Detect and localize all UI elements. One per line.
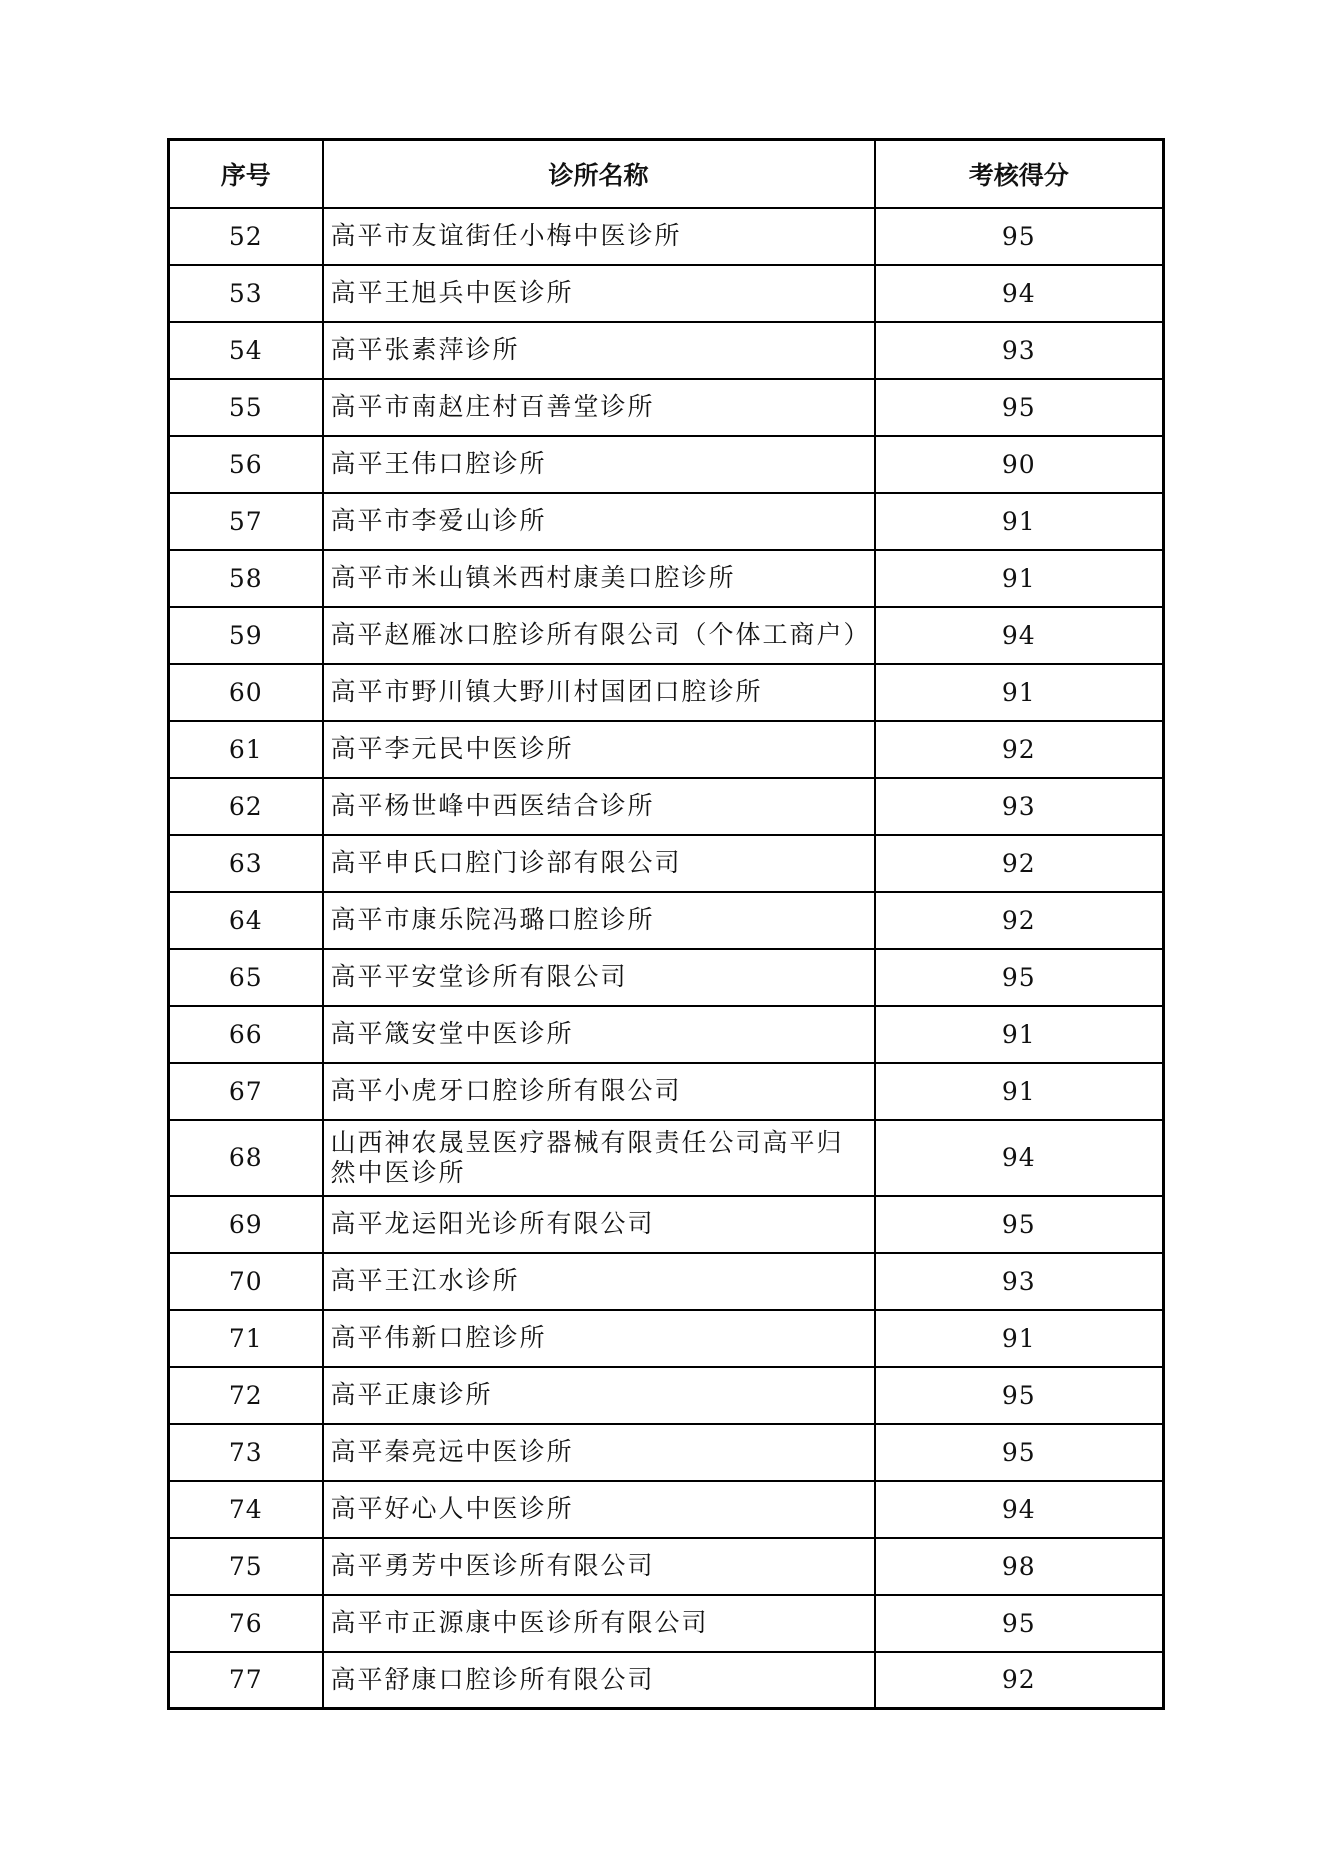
serial-number-cell: 58 <box>169 550 323 607</box>
table-row <box>169 1310 1164 1367</box>
clinic-name-cell: 高平王伟口腔诊所 <box>323 436 875 493</box>
header-assessment-score: 考核得分 <box>875 140 1164 208</box>
score-cell: 98 <box>875 1538 1164 1595</box>
clinic-name-cell: 高平伟新口腔诊所 <box>323 1310 875 1367</box>
serial-number-cell: 68 <box>169 1120 323 1196</box>
score-cell: 93 <box>875 778 1164 835</box>
score-cell: 95 <box>875 949 1164 1006</box>
serial-number-cell: 56 <box>169 436 323 493</box>
clinic-name-cell: 高平舒康口腔诊所有限公司 <box>323 1652 875 1709</box>
clinic-name-cell: 高平龙运阳光诊所有限公司 <box>323 1196 875 1253</box>
table-row <box>169 778 1164 835</box>
serial-number-cell: 59 <box>169 607 323 664</box>
clinic-name-cell: 高平市野川镇大野川村国团口腔诊所 <box>323 664 875 721</box>
score-cell: 94 <box>875 607 1164 664</box>
serial-number-cell: 63 <box>169 835 323 892</box>
table-row <box>169 1196 1164 1253</box>
clinic-name-cell: 高平王江水诊所 <box>323 1253 875 1310</box>
score-cell: 95 <box>875 379 1164 436</box>
serial-number-cell: 57 <box>169 493 323 550</box>
clinic-name-cell: 高平王旭兵中医诊所 <box>323 265 875 322</box>
clinic-score-table <box>167 138 1165 1710</box>
serial-number-cell: 60 <box>169 664 323 721</box>
table-row <box>169 1595 1164 1652</box>
clinic-name-cell: 高平秦亮远中医诊所 <box>323 1424 875 1481</box>
clinic-name-cell: 高平市米山镇米西村康美口腔诊所 <box>323 550 875 607</box>
header-row <box>169 140 1164 208</box>
clinic-name-cell: 高平正康诊所 <box>323 1367 875 1424</box>
clinic-name-cell: 高平张素萍诊所 <box>323 322 875 379</box>
clinic-name-cell: 高平小虎牙口腔诊所有限公司 <box>323 1063 875 1120</box>
score-cell: 93 <box>875 322 1164 379</box>
header-serial-number: 序号 <box>169 140 323 208</box>
table-row <box>169 208 1164 265</box>
table-row <box>169 1367 1164 1424</box>
table-row <box>169 892 1164 949</box>
serial-number-cell: 64 <box>169 892 323 949</box>
serial-number-cell: 67 <box>169 1063 323 1120</box>
table-body <box>169 208 1164 1709</box>
table-row <box>169 265 1164 322</box>
serial-number-cell: 76 <box>169 1595 323 1652</box>
serial-number-cell: 71 <box>169 1310 323 1367</box>
score-cell: 92 <box>875 835 1164 892</box>
score-cell: 91 <box>875 664 1164 721</box>
clinic-name-cell: 高平市康乐院冯璐口腔诊所 <box>323 892 875 949</box>
table-row <box>169 607 1164 664</box>
table-row <box>169 1424 1164 1481</box>
clinic-name-cell: 高平市南赵庄村百善堂诊所 <box>323 379 875 436</box>
clinic-name-cell: 高平赵雁冰口腔诊所有限公司（个体工商户） <box>323 607 875 664</box>
score-cell: 95 <box>875 1196 1164 1253</box>
clinic-name-cell: 高平市友谊街任小梅中医诊所 <box>323 208 875 265</box>
serial-number-cell: 52 <box>169 208 323 265</box>
score-cell: 92 <box>875 1652 1164 1709</box>
table-row <box>169 1538 1164 1595</box>
table-row <box>169 1652 1164 1709</box>
score-cell: 91 <box>875 1006 1164 1063</box>
table-row <box>169 493 1164 550</box>
clinic-name-cell: 高平箴安堂中医诊所 <box>323 1006 875 1063</box>
score-cell: 91 <box>875 550 1164 607</box>
clinic-name-cell: 高平平安堂诊所有限公司 <box>323 949 875 1006</box>
serial-number-cell: 62 <box>169 778 323 835</box>
serial-number-cell: 69 <box>169 1196 323 1253</box>
clinic-name-cell: 山西神农晟昱医疗器械有限责任公司高平归然中医诊所 <box>323 1120 875 1196</box>
clinic-name-cell: 高平市正源康中医诊所有限公司 <box>323 1595 875 1652</box>
header-clinic-name: 诊所名称 <box>323 140 875 208</box>
table-row <box>169 1120 1164 1196</box>
score-cell: 91 <box>875 1310 1164 1367</box>
score-cell: 94 <box>875 1481 1164 1538</box>
score-cell: 94 <box>875 1120 1164 1196</box>
clinic-name-cell: 高平市李爱山诊所 <box>323 493 875 550</box>
score-cell: 91 <box>875 1063 1164 1120</box>
clinic-name-cell: 高平杨世峰中西医结合诊所 <box>323 778 875 835</box>
score-cell: 91 <box>875 493 1164 550</box>
score-cell: 95 <box>875 1424 1164 1481</box>
clinic-name-cell: 高平申氏口腔门诊部有限公司 <box>323 835 875 892</box>
table-row <box>169 949 1164 1006</box>
clinic-name-cell: 高平勇芳中医诊所有限公司 <box>323 1538 875 1595</box>
serial-number-cell: 77 <box>169 1652 323 1709</box>
score-cell: 92 <box>875 892 1164 949</box>
serial-number-cell: 65 <box>169 949 323 1006</box>
serial-number-cell: 55 <box>169 379 323 436</box>
score-cell: 90 <box>875 436 1164 493</box>
serial-number-cell: 61 <box>169 721 323 778</box>
table-row <box>169 1006 1164 1063</box>
table-row <box>169 436 1164 493</box>
clinic-name-cell: 高平李元民中医诊所 <box>323 721 875 778</box>
serial-number-cell: 73 <box>169 1424 323 1481</box>
table-row <box>169 1253 1164 1310</box>
serial-number-cell: 72 <box>169 1367 323 1424</box>
score-cell: 95 <box>875 1367 1164 1424</box>
table-row <box>169 379 1164 436</box>
serial-number-cell: 54 <box>169 322 323 379</box>
serial-number-cell: 66 <box>169 1006 323 1063</box>
score-cell: 95 <box>875 1595 1164 1652</box>
table-row <box>169 1063 1164 1120</box>
table-row <box>169 835 1164 892</box>
table-row <box>169 664 1164 721</box>
serial-number-cell: 74 <box>169 1481 323 1538</box>
serial-number-cell: 75 <box>169 1538 323 1595</box>
serial-number-cell: 70 <box>169 1253 323 1310</box>
table-row <box>169 322 1164 379</box>
score-cell: 95 <box>875 208 1164 265</box>
table-row <box>169 721 1164 778</box>
table-row <box>169 550 1164 607</box>
score-cell: 94 <box>875 265 1164 322</box>
table-header <box>169 140 1164 208</box>
score-cell: 93 <box>875 1253 1164 1310</box>
score-cell: 92 <box>875 721 1164 778</box>
clinic-name-cell: 高平好心人中医诊所 <box>323 1481 875 1538</box>
table-row <box>169 1481 1164 1538</box>
serial-number-cell: 53 <box>169 265 323 322</box>
